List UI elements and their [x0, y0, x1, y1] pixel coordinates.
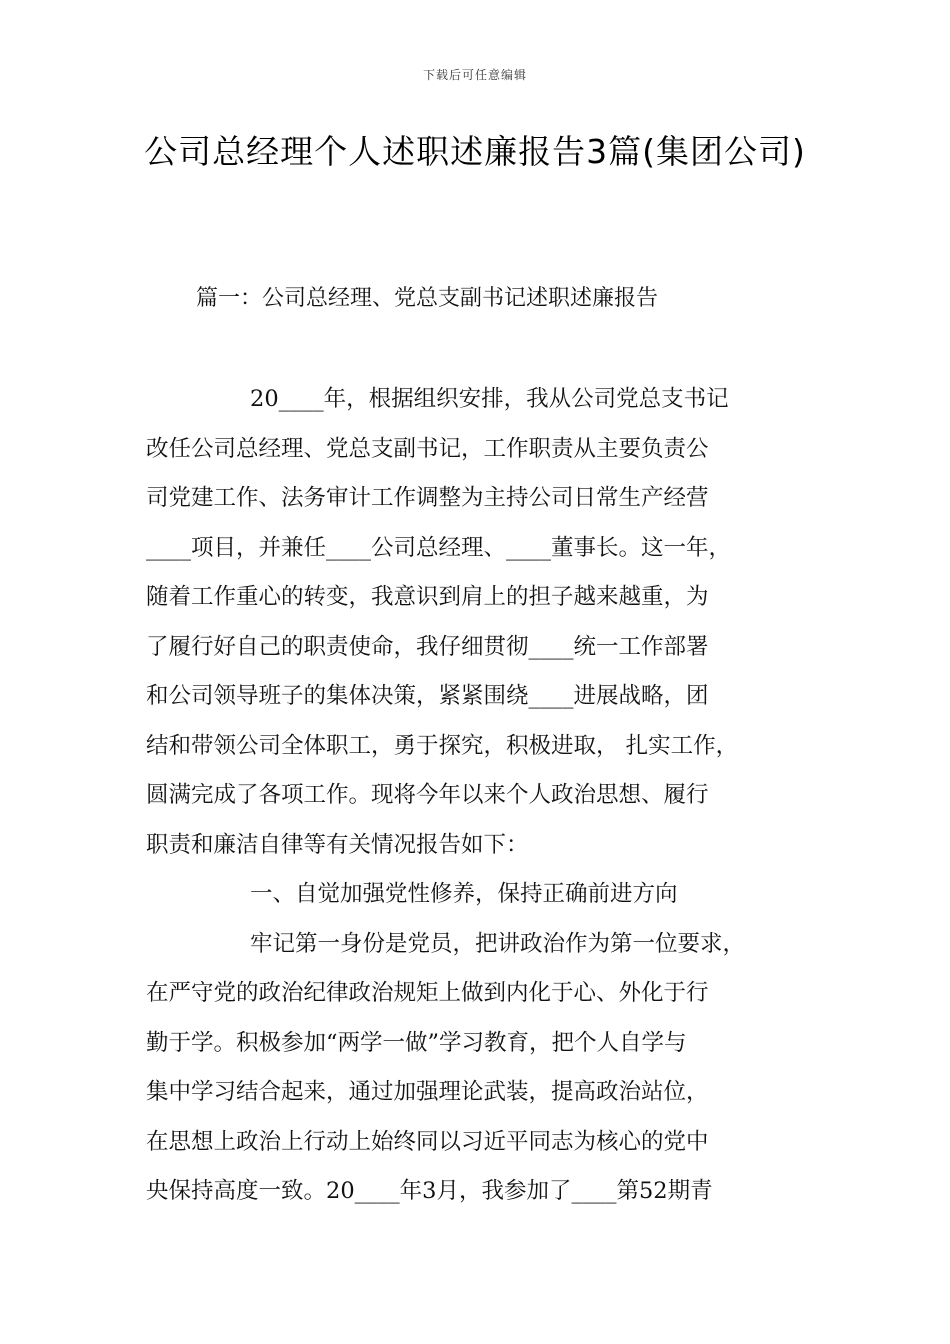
- body-line: ____项目，并兼任____公司总经理、____董事长。这一年，: [146, 534, 732, 561]
- body-line: 了履行好自己的职责使命，我仔细贯彻____统一工作部署: [146, 633, 709, 660]
- body-line: 牢记第一身份是党员，把讲政治作为第一位要求，: [250, 930, 746, 957]
- document-title: 公司总经理个人述职述廉报告3篇(集团公司): [144, 132, 806, 171]
- body-line: 在严守党的政治纪律政治规矩上做到内化于心、外化于行: [146, 980, 709, 1006]
- body-line: 司党建工作、法务审计工作调整为主持公司日常生产经营: [146, 485, 709, 511]
- body-line: 职责和廉洁自律等有关情况报告如下：: [146, 831, 529, 858]
- subsection-heading: 一、自觉加强党性修养，保持正确前进方向: [250, 881, 678, 907]
- body-text: [146, 379, 826, 1221]
- body-line: 结和带领公司全体职工，勇于探究，积极进取， 扎实工作，: [146, 732, 739, 759]
- section-title: 篇一：公司总经理、党总支副书记述职述廉报告: [196, 286, 659, 311]
- body-line: 随着工作重心的转变，我意识到肩上的担子越来越重，为: [146, 584, 709, 610]
- body-line: 勤于学。积极参加“两学一做”学习教育，把个人自学与: [146, 1029, 687, 1056]
- header-note: 下载后可任意编辑: [422, 68, 527, 82]
- body-line: 央保持高度一致。20____年3月，我参加了____第52期青: [146, 1178, 713, 1204]
- body-line: 集中学习结合起来，通过加强理论武装，提高政治站位，: [146, 1079, 709, 1105]
- body-line: 20____年，根据组织安排，我从公司党总支书记: [250, 386, 729, 412]
- body-line: 圆满完成了各项工作。现将今年以来个人政治思想、履行: [146, 782, 709, 808]
- body-line: 和公司领导班子的集体决策，紧紧围绕____进展战略，团: [146, 683, 709, 709]
- body-line: 改任公司总经理、党总支副书记，工作职责从主要负责公: [146, 435, 709, 462]
- body-line: 在思想上政治上行动上始终同以习近平同志为核心的党中: [146, 1128, 709, 1155]
